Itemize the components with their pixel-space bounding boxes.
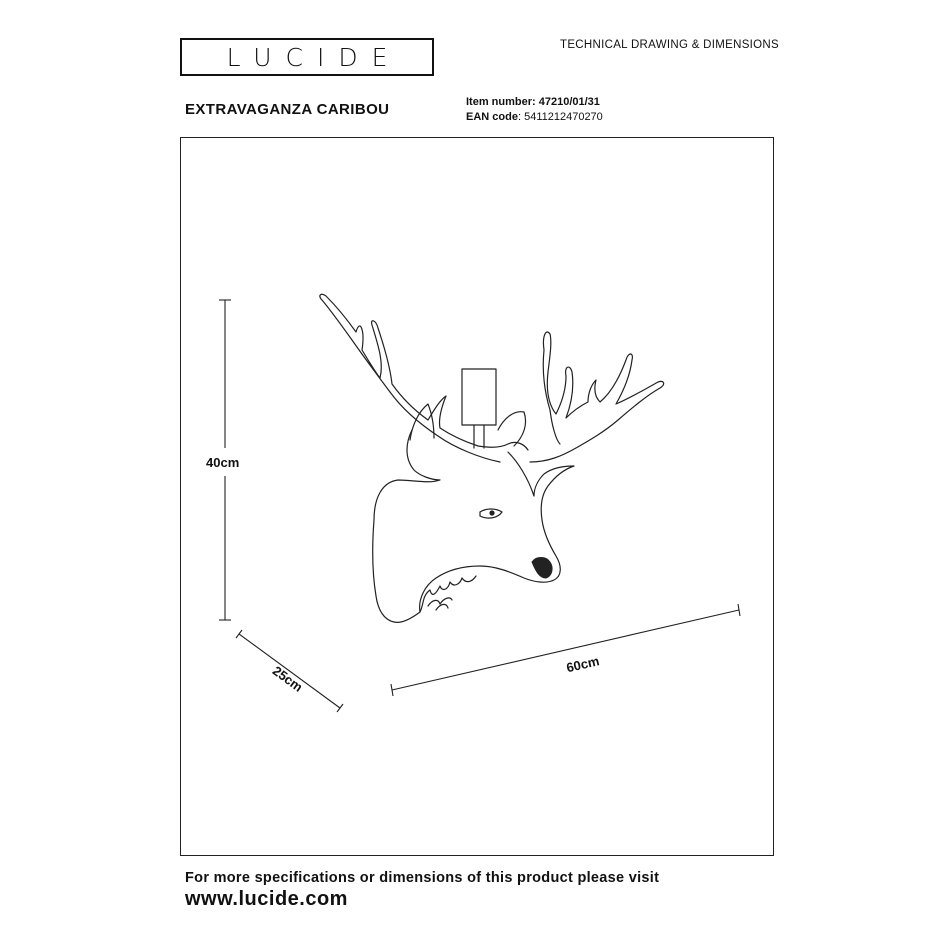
footer-specifications-note: For more specifications or dimensions of this product please visit — [185, 870, 660, 886]
right-antler — [530, 332, 664, 462]
document-type: TECHNICAL DRAWING & DIMENSIONS — [560, 39, 779, 51]
right-ear — [498, 412, 526, 446]
item-number-value: 47210/01/31 — [538, 96, 600, 108]
depth-label: 25cm — [269, 663, 306, 695]
product-name: EXTRAVAGANZA CARIBOU — [185, 101, 390, 118]
ean-value: : 5411212470270 — [517, 111, 603, 123]
width-dimension-line — [391, 604, 740, 696]
lamp-socket — [462, 369, 496, 425]
website-link[interactable]: www.lucide.com — [185, 888, 348, 910]
ean-label: EAN code — [466, 111, 518, 123]
left-antler — [320, 294, 528, 462]
height-label: 40cm — [206, 455, 240, 470]
caribou-head-illustration — [320, 294, 664, 622]
item-number-label: Item number: — [466, 96, 536, 108]
width-label: 60cm — [564, 653, 601, 676]
logo-text: LUCIDE — [226, 43, 402, 72]
nose — [532, 558, 552, 579]
mane-texture — [420, 576, 476, 612]
head-outline — [373, 430, 574, 622]
left-ear — [410, 404, 434, 440]
